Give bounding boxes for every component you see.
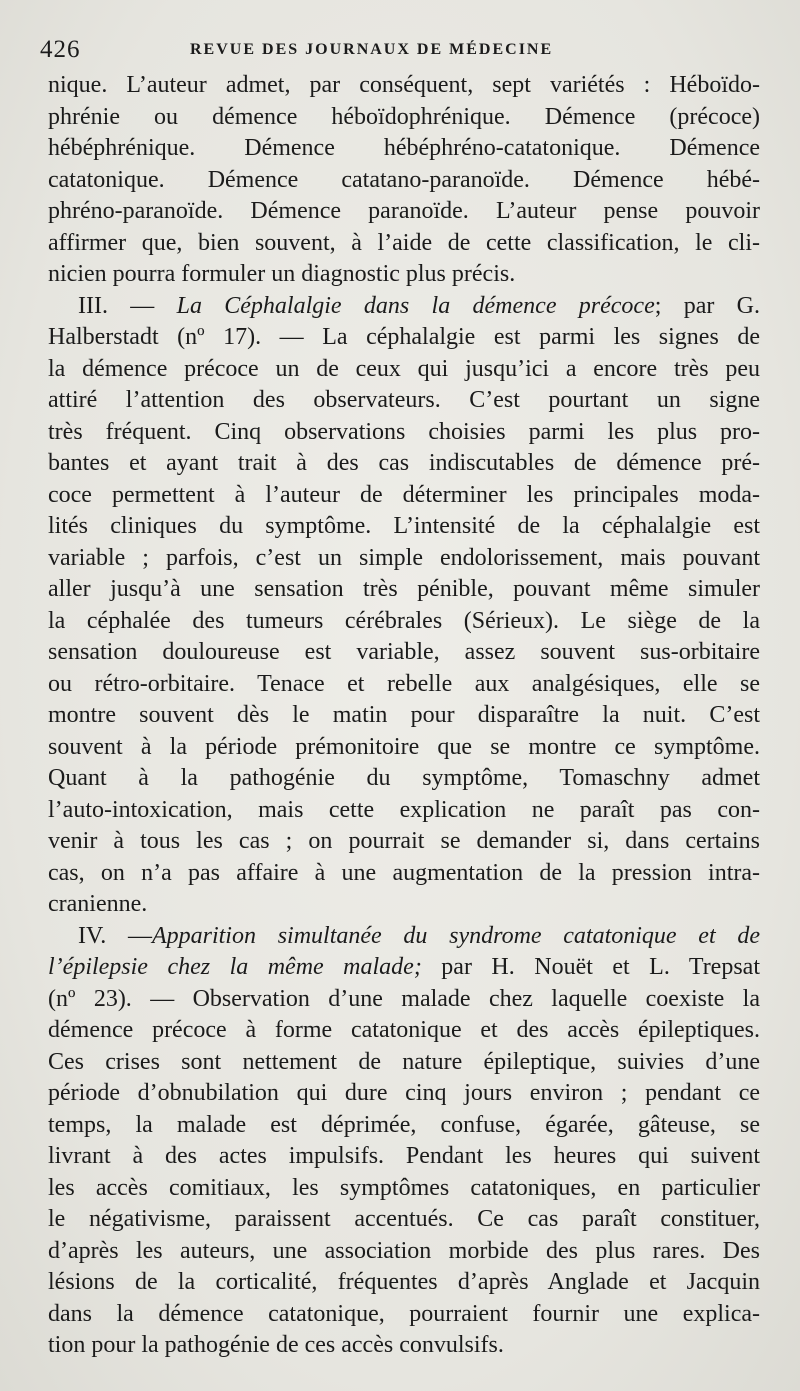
text-line: variable ; parfois, c’est un simple endolorissement, mais pouvant [48, 544, 760, 571]
text-line: cas, on n’a pas affaire à une augmentation de la pression intra- [48, 859, 760, 886]
text-line: catatonique. Démence catatano-paranoïde. Démence hébé- [48, 166, 760, 193]
text-line: livrant à des actes impulsifs. Pendant les heures qui suivent [48, 1143, 760, 1169]
text-line: lésions de la corticalité, fréquentes d’après Anglade et Jacquin [48, 1269, 760, 1295]
page-number: 426 [40, 36, 81, 63]
text-line: cranienne. [48, 891, 148, 917]
section-authors: par H. Nouët et L. Trepsat [421, 954, 760, 980]
text-line: aller jusqu’à une sensation très pénible, pouvant même simuler [48, 576, 760, 602]
section-title-line-1: Apparition simultanée du syndrome catatonique et de [151, 922, 760, 949]
body-text [48, 70, 760, 1362]
section-heading-3 [48, 291, 760, 323]
text-line: d’après les auteurs, une association morbide des plus rares. Des [48, 1237, 760, 1264]
text-line: tion pour la pathogénie de ces accès convulsifs. [48, 1332, 504, 1358]
text-line: démence précoce à forme catatonique et des accès épileptiques. [48, 1017, 760, 1043]
text-line: temps, la malade est déprimée, confuse, égarée, gâteuse, se [48, 1111, 760, 1138]
text-line: (nº 23). — Observation d’une malade chez laquelle coexiste la [48, 985, 760, 1012]
section-heading-4-line-2 [48, 952, 760, 984]
section-title-line-2: l’épilepsie chez la même malade; [48, 954, 422, 980]
section-dash: — [127, 922, 152, 949]
text-line: attiré l’attention des observateurs. C’est pourtant un signe [48, 387, 760, 413]
text-line: phrénie ou démence héboïdophrénique. Démence (précoce) [48, 103, 760, 130]
page-header [40, 36, 760, 66]
text-line: Quant à la pathogénie du symptôme, Tomaschny admet [48, 765, 760, 791]
text-line: souvent à la période prémonitoire que se montre ce symptôme. [48, 733, 760, 760]
text-line: nicien pourra formuler un diagnostic plus précis. [48, 261, 516, 287]
text-line: les accès comitiaux, les symptômes catatoniques, en particulier [48, 1174, 760, 1201]
text-line: hébéphrénique. Démence hébéphréno-catatonique. Démence [48, 135, 760, 161]
text-line: le négativisme, paraissent accentués. Ce cas paraît constituer, [48, 1206, 760, 1232]
section-author: ; par G. [654, 292, 760, 319]
text-line: très fréquent. Cinq observations choisies parmi les plus pro- [48, 418, 760, 445]
text-line: période d’obnubilation qui dure cinq jours environ ; pendant ce [48, 1080, 760, 1106]
section-title: La Céphalalgie dans la démence précoce [176, 292, 655, 319]
text-line: la démence précoce un de ceux qui jusqu’ici a encore très peu [48, 355, 760, 382]
text-line: dans la démence catatonique, pourraient fournir une explica- [48, 1300, 760, 1327]
section-numeral: IV. [78, 922, 107, 949]
text-line: la céphalée des tumeurs cérébrales (Sérieux). Le siège de la [48, 607, 760, 634]
text-line: montre souvent dès le matin pour disparaître la nuit. C’est [48, 702, 760, 728]
section-numeral: III. [78, 292, 108, 319]
text-line: Halberstadt (nº 17). — La céphalalgie est parmi les signes de [48, 324, 760, 350]
text-line: Ces crises sont nettement de nature épileptique, suivies d’une [48, 1048, 760, 1075]
text-line: nique. L’auteur admet, par conséquent, sept variétés : Héboïdo- [48, 72, 760, 98]
section-dash: — [130, 292, 155, 319]
section-heading-4 [48, 921, 760, 953]
text-line: sensation douloureuse est variable, assez souvent sus-orbitaire [48, 639, 760, 665]
text-line: bantes et ayant trait à des cas indiscutables de démence pré- [48, 450, 760, 476]
text-line: phréno-paranoïde. Démence paranoïde. L’auteur pense pouvoir [48, 198, 760, 224]
text-line: affirmer que, bien souvent, à l’aide de cette classification, le cli- [48, 229, 760, 256]
text-line: l’auto-intoxication, mais cette explication ne paraît pas con- [48, 796, 760, 823]
running-head: REVUE DES JOURNAUX DE MÉDECINE [190, 41, 554, 58]
text-line: lités cliniques du symptôme. L’intensité de la céphalalgie est [48, 513, 760, 539]
text-line: ou rétro-orbitaire. Tenace et rebelle aux analgésiques, elle se [48, 670, 760, 697]
text-line: venir à tous les cas ; on pourrait se demander si, dans certains [48, 828, 760, 854]
text-line: coce permettent à l’auteur de déterminer les principales moda- [48, 481, 760, 508]
